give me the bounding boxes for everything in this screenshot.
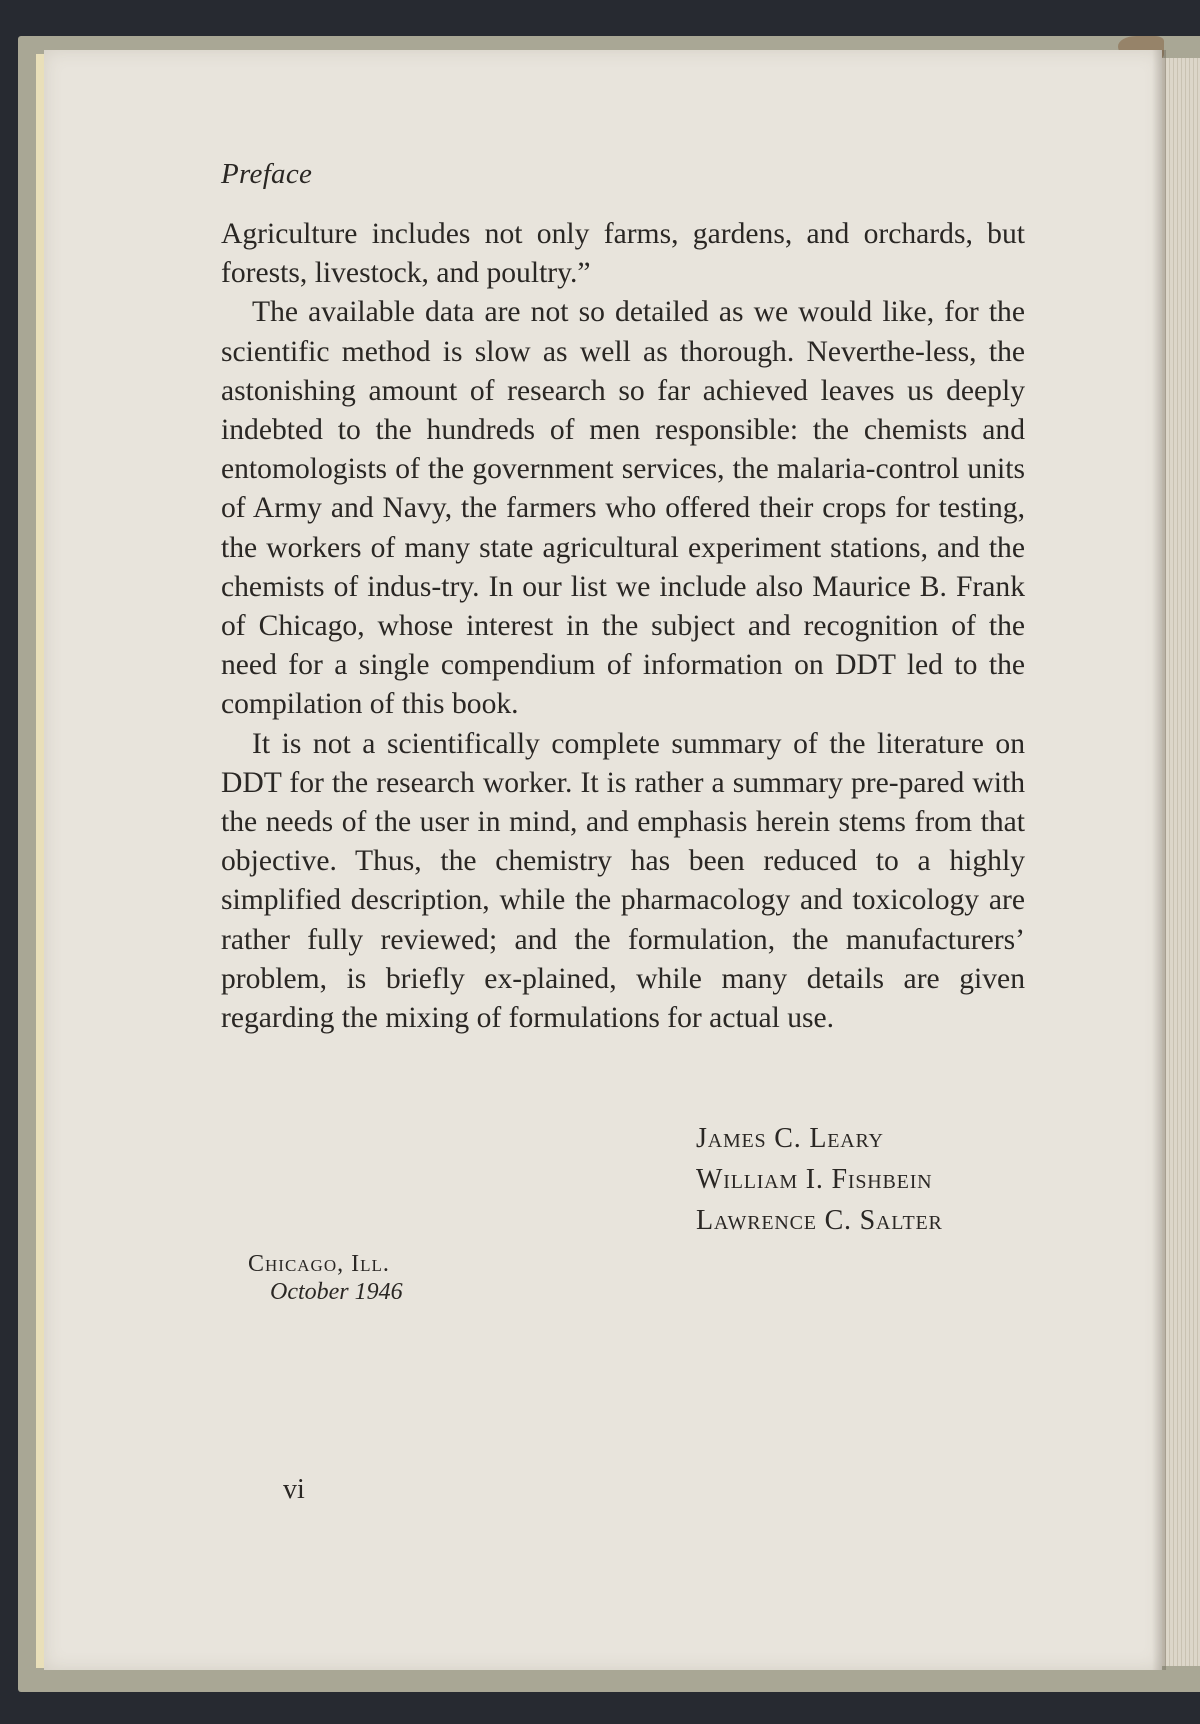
preface-body bbox=[221, 215, 1025, 1038]
preface-date: October 1946 bbox=[270, 1279, 403, 1305]
signatory-name: James C. Leary bbox=[696, 1123, 884, 1154]
paragraph-3: It is not a scientifically complete summary of the literature on DDT for the research worker. It is rather a summary pre-pared with the needs of the user in mind, and emphasis herein stems from that objective. Thus, the chemistry has been reduced to a highly simplified description, while the pharmacology and toxicology are rather fully reviewed; and the formulation, the manufacturers’ problem, is briefly ex-plained, while many details are given regarding the mixing of formulations for actual use. bbox=[221, 727, 1025, 1035]
place-city: Chicago, Ill. bbox=[248, 1251, 390, 1277]
running-head: Preface bbox=[221, 158, 313, 190]
signatories bbox=[696, 1118, 943, 1241]
paragraph-2: The available data are not so detailed as we would like, for the scientific method is slow as well as thorough. Neverthe-less, the astonishing amount of research so far achieved leaves us deeply indebted to the hundreds of men responsible: the chemists and entomologists of the government services, the malaria-control units of Army and Navy, the farmers who offered their crops for testing, the workers of many state agricultural experiment stations, and the chemists of indus-try. In our list we include also Maurice B. Frank of Chicago, whose interest in the subject and recognition of the need for a single compendium of information on DDT led to the compilation of this book. bbox=[221, 296, 1025, 721]
signatory-name: Lawrence C. Salter bbox=[696, 1205, 943, 1236]
paragraph-1: Agriculture includes not only farms, gardens, and orchards, but forests, livestock, and poultry.” bbox=[221, 218, 1025, 290]
page-edges bbox=[1162, 58, 1200, 1666]
place-and-date bbox=[248, 1250, 403, 1306]
gutter-shadow bbox=[1152, 50, 1166, 1670]
page-number: vi bbox=[283, 1474, 305, 1505]
signatory-name: William I. Fishbein bbox=[696, 1164, 933, 1195]
